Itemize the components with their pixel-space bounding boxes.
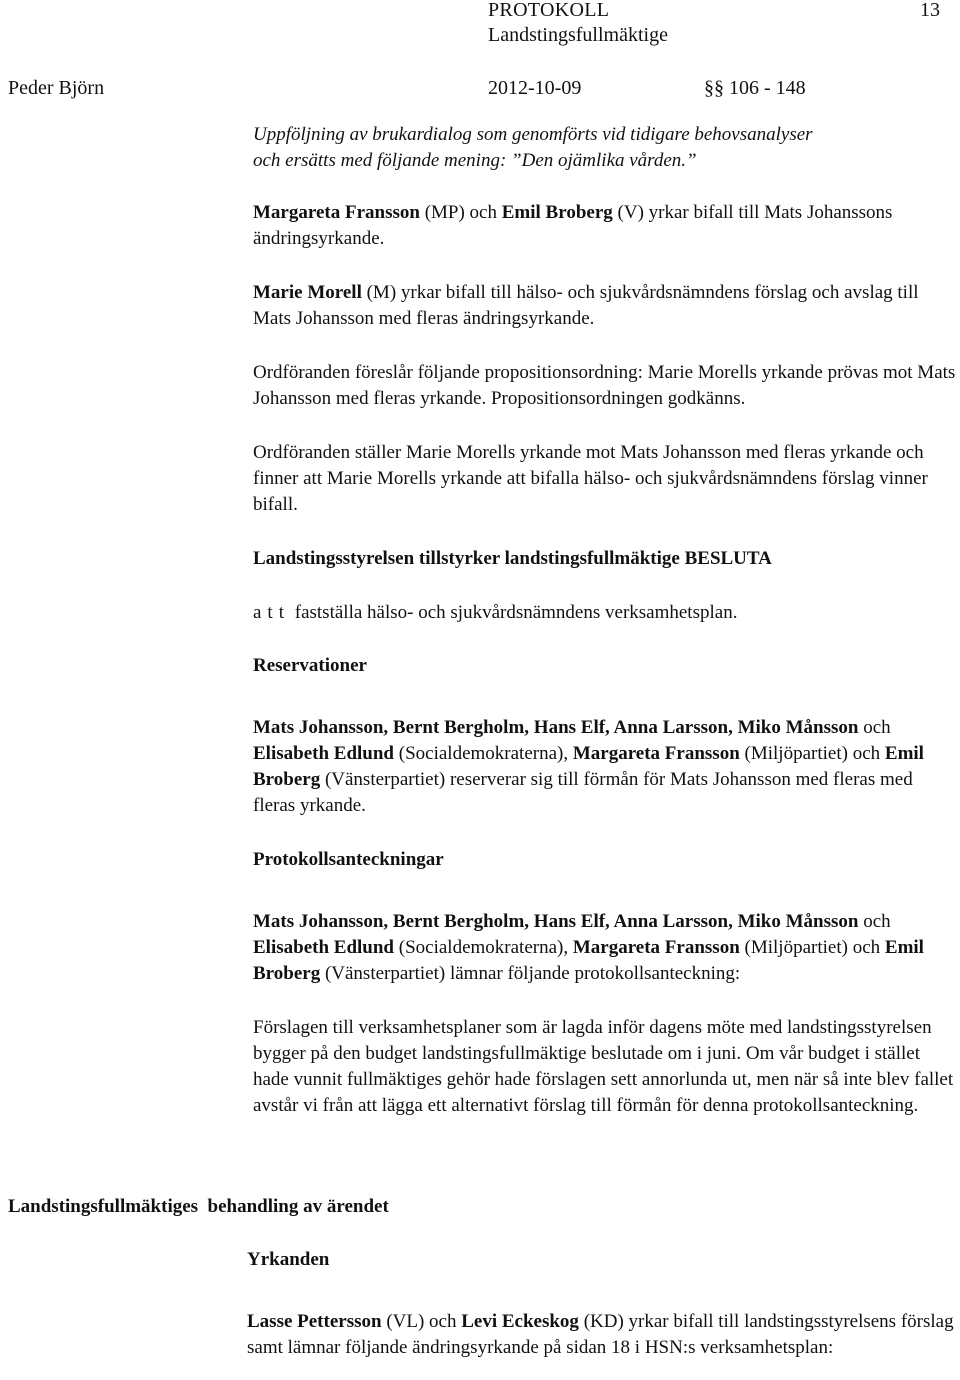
- speaker-name: Marie Morell: [253, 282, 362, 303]
- meeting-date: 2012-10-09: [488, 77, 582, 99]
- main-content: [253, 122, 958, 1119]
- text: (Miljöpartiet) och: [739, 937, 885, 958]
- intro-line-1: Uppföljning av brukardialog som genomförts vid tidigare behovsanalyser: [253, 124, 813, 145]
- decision-paragraph: [253, 600, 958, 626]
- text: (VL) och: [381, 1311, 462, 1332]
- page-number: 13: [920, 0, 940, 21]
- document-title: PROTOKOLL: [488, 0, 610, 21]
- text: (Vänsterpartiet) lämnar följande protokollsanteckning:: [320, 963, 741, 984]
- speaker-names: Mats Johansson, Bernt Bergholm, Hans Elf, Anna Larsson, Miko Månsson: [253, 911, 859, 932]
- pettersson-motion-paragraph: [247, 1309, 958, 1361]
- protocol-notes-paragraph: [253, 909, 958, 987]
- speaker-name: Emil Broberg: [501, 202, 613, 223]
- speaker-name: Lasse Pettersson: [247, 1311, 382, 1332]
- reservations-paragraph: [253, 715, 958, 819]
- section-range: §§ 106 - 148: [704, 77, 806, 99]
- text: (M) yrkar bifall till hälso- och sjukvårdsnämndens förslag och avslag till Mats Johansson med fleras ändringsyrkande.: [253, 282, 919, 329]
- speaker-name: Emil Broberg: [253, 743, 924, 790]
- intro-line-2: och ersätts med följande mening: ”Den ojämlika vården.”: [253, 150, 697, 171]
- protocol-statement-paragraph: Förslagen till verksamhetsplaner som är lagda inför dagens möte med landstingsstyrelsen bygger på den budget landstingsfullmäktige beslutade om i juni. Om vår budget i stället hade vunnit fullmäktiges gehör hade förslagen sett annorlunda ut, men när så inte blev fallet avstår vi från att lägga ett alternativt förslag till förmån för denna protokollsanteckning.: [253, 1017, 954, 1116]
- morell-motion-paragraph: [253, 280, 958, 332]
- speaker-name: Emil Broberg: [253, 937, 924, 984]
- speaker-name: Elisabeth Edlund: [253, 743, 394, 764]
- text: (Socialdemokraterna),: [394, 743, 573, 764]
- document-organization: Landstingsfullmäktige: [488, 24, 668, 46]
- vote-paragraph: Ordföranden ställer Marie Morells yrkande mot Mats Johansson med fleras yrkande och finner att Marie Morells yrkande att bifalla hälso- och sjukvårdsnämndens förslag vinner bifall.: [253, 442, 928, 515]
- text: (Vänsterpartiet) reserverar sig till förmån för Mats Johansson med fleras med fleras yrkande.: [253, 769, 913, 816]
- text: och: [858, 717, 891, 738]
- heading-text: Reservationer: [253, 655, 367, 676]
- protocol-notes-heading: [253, 847, 958, 873]
- recommendation-text: Landstingsstyrelsen tillstyrker landstingsfullmäktige BESLUTA: [253, 548, 772, 569]
- att-label: att: [253, 602, 290, 623]
- signatory-name: Peder Björn: [8, 77, 105, 99]
- intro-paragraph: [253, 122, 958, 174]
- handling-content: [247, 1247, 958, 1361]
- recommendation-heading: [253, 546, 958, 572]
- text: (Socialdemokraterna),: [394, 937, 573, 958]
- fransson-motion-paragraph: [253, 200, 958, 252]
- text: och: [858, 911, 891, 932]
- heading-text: Yrkanden: [247, 1249, 330, 1270]
- text: (KD) yrkar bifall till landstingsstyrelsens förslag samt lämnar följande ändringsyrkande på sidan 18 i HSN:s verksamhetsplan:: [247, 1311, 954, 1358]
- speaker-name: Margareta Fransson: [572, 743, 740, 764]
- text: (Miljöpartiet) och: [739, 743, 885, 764]
- text: (MP) och: [419, 202, 502, 223]
- speaker-name: Levi Eckeskog: [461, 1311, 579, 1332]
- motions-subheading: [247, 1247, 958, 1273]
- speaker-name: Elisabeth Edlund: [253, 937, 394, 958]
- speaker-name: Margareta Fransson: [572, 937, 740, 958]
- heading-text: Protokollsanteckningar: [253, 849, 444, 870]
- proposition-order-paragraph: Ordföranden föreslår följande propositionsordning: Marie Morells yrkande prövas mot Mats Johansson med fleras yrkande. Propositionsordningen godkänns.: [253, 362, 956, 409]
- handling-heading: Landstingsfullmäktiges behandling av ärendet: [8, 1196, 389, 1217]
- speaker-name: Margareta Fransson: [253, 202, 420, 223]
- decision-text: fastställa hälso- och sjukvårdsnämndens verksamhetsplan.: [294, 602, 738, 623]
- reservations-heading: [253, 653, 958, 679]
- text: (V) yrkar bifall till Mats Johanssons ändringsyrkande.: [253, 202, 893, 249]
- speaker-names: Mats Johansson, Bernt Bergholm, Hans Elf, Anna Larsson, Miko Månsson: [253, 717, 859, 738]
